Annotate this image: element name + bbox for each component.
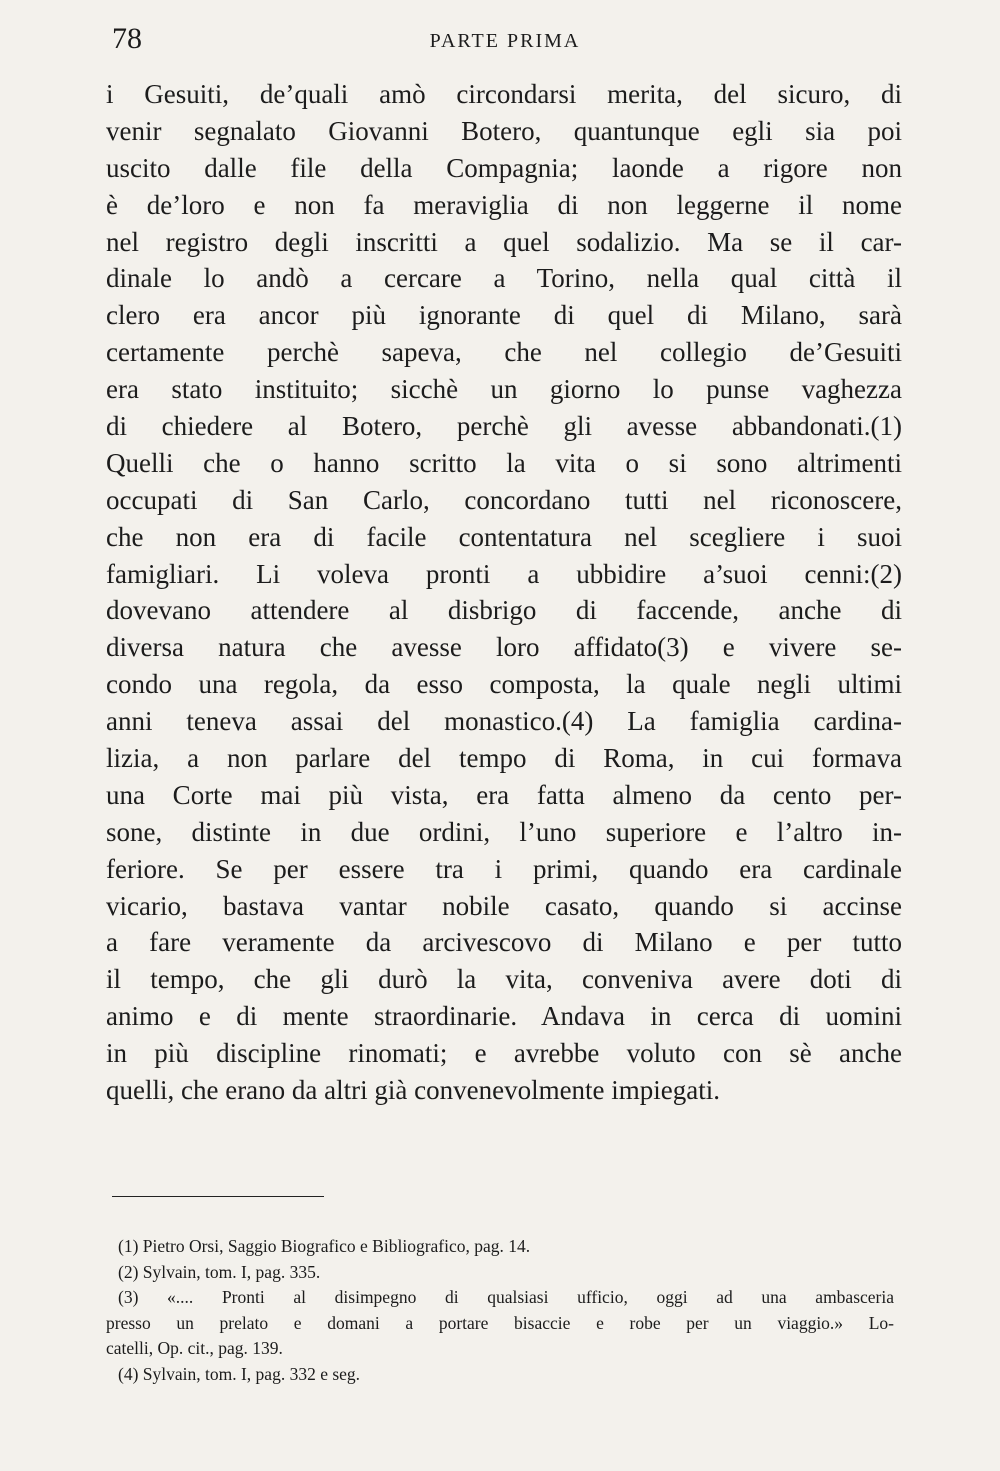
text-line: certamente perchè sapeva, che nel collegio de’Gesuiti xyxy=(106,337,902,368)
page-header xyxy=(112,22,898,62)
text-line: condo una regola, da esso composta, la quale negli ultimi xyxy=(106,669,902,700)
footnote-3: (3) «.... Pronti al disimpegno di qualsiasi ufficio, oggi ad una ambasceria xyxy=(118,1287,894,1307)
text-line: quelli, che erano da altri già convenevolmente impiegati. xyxy=(106,1075,721,1106)
text-line: lizia, a non parlare del tempo di Roma, in cui formava xyxy=(106,743,902,774)
text-line: anni teneva assai del monastico.(4) La famiglia cardina- xyxy=(106,706,902,737)
text-line: il tempo, che gli durò la vita, conveniva avere doti di xyxy=(106,964,902,995)
running-title: PARTE PRIMA xyxy=(429,30,581,52)
footnote-4: (4) Sylvain, tom. I, pag. 332 e seg. xyxy=(118,1363,361,1384)
text-line: clero era ancor più ignorante di quel di Milano, sarà xyxy=(106,300,902,331)
text-line: sone, distinte in due ordini, l’uno superiore e l’altro in- xyxy=(106,816,902,847)
text-line: Quelli che o hanno scritto la vita o si sono altrimenti xyxy=(106,447,902,478)
text-line: di chiedere al Botero, perchè gli avesse abbandonati.(1) xyxy=(106,411,902,442)
footnote-divider xyxy=(112,1196,324,1197)
footnote-2: (2) Sylvain, tom. I, pag. 335. xyxy=(118,1261,321,1282)
text-line: dinale lo andò a cercare a Torino, nella qual città il xyxy=(106,263,902,294)
text-line: in più discipline rinomati; e avrebbe voluto con sè anche xyxy=(106,1038,902,1069)
text-line: occupati di San Carlo, concordano tutti nel riconoscere, xyxy=(106,484,902,515)
text-line: vicario, bastava vantar nobile casato, quando si accinse xyxy=(106,890,902,921)
text-line: era stato instituito; sicchè un giorno lo punse vaghezza xyxy=(106,374,902,405)
footnote-1: (1) Pietro Orsi, Saggio Biografico e Bibliografico, pag. 14. xyxy=(118,1236,531,1256)
text-line: una Corte mai più vista, era fatta almeno da cento per- xyxy=(106,779,902,810)
text-line: a fare veramente da arcivescovo di Milano e per tutto xyxy=(106,927,902,958)
text-line: feriore. Se per essere tra i primi, quando era cardinale xyxy=(106,853,902,884)
text-line: i Gesuiti, de’quali amò circondarsi merita, del sicuro, di xyxy=(106,79,902,109)
footnote-3-end: catelli, Op. cit., pag. 139. xyxy=(106,1338,283,1358)
text-line: famigliari. Li voleva pronti a ubbidire a’suoi cenni:(2) xyxy=(106,558,902,589)
text-line: uscito dalle file della Compagnia; laonde a rigore non xyxy=(106,152,902,183)
footnote-3-continued: presso un prelato e domani a portare bisaccie e robe per un viaggio.» Lo- xyxy=(106,1312,894,1333)
page-number: 78 xyxy=(112,22,142,55)
footnotes xyxy=(106,1234,894,1387)
text-line: diversa natura che avesse loro affidato(3) e vivere se- xyxy=(106,632,902,663)
text-line: è de’loro e non fa meraviglia di non leggerne il nome xyxy=(106,189,902,220)
text-line: dovevano attendere al disbrigo di faccende, anche di xyxy=(106,595,902,626)
body-text xyxy=(106,76,902,1109)
text-line: che non era di facile contentatura nel scegliere i suoi xyxy=(106,521,902,552)
text-line: nel registro degli inscritti a quel sodalizio. Ma se il car- xyxy=(106,226,902,257)
text-line: animo e di mente straordinarie. Andava in cerca di uomini xyxy=(106,1001,902,1032)
text-line: venir segnalato Giovanni Botero, quantunque egli sia poi xyxy=(106,115,902,146)
